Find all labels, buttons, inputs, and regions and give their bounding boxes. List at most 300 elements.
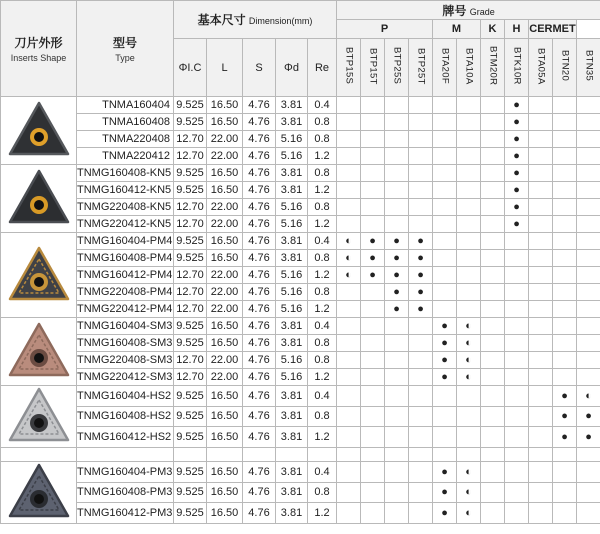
grade-mark-btn35 — [577, 335, 600, 352]
grade-mark-bta20f — [433, 131, 457, 148]
dim-l: 16.50 — [207, 335, 243, 352]
spacer-cell — [308, 448, 337, 462]
grade-mark-bta05a — [529, 97, 553, 114]
grade-mark-btk10r — [505, 233, 529, 250]
grade-mark-btp15s — [337, 503, 361, 524]
insert-type: TNMA220408 — [77, 131, 174, 148]
grade-mark-btp25s — [385, 482, 409, 503]
grade-mark-btp15s — [337, 148, 361, 165]
dim-d: 3.81 — [276, 165, 308, 182]
dim-ic: 9.525 — [174, 335, 207, 352]
grade-mark-bta05a — [529, 114, 553, 131]
grade-mark-btn35 — [577, 284, 600, 301]
grade-mark-bta10a — [457, 406, 481, 427]
grade-mark-btn20 — [553, 148, 577, 165]
grade-mark-bta05a — [529, 216, 553, 233]
grade-mark-btm20r — [481, 250, 505, 267]
dim-s: 4.76 — [243, 462, 276, 483]
grade-mark-btp25t — [409, 318, 433, 335]
grade-mark-btp25s — [385, 386, 409, 407]
grade-mark-btk10r — [505, 250, 529, 267]
dim-ic: 12.70 — [174, 216, 207, 233]
tnmg-sm3-insert-icon — [7, 321, 71, 379]
table-row — [1, 318, 600, 335]
grade-mark-btn35: ● — [577, 406, 600, 427]
dim-d: 5.16 — [276, 216, 308, 233]
dim-s: 4.76 — [243, 216, 276, 233]
grade-mark-btp25t — [409, 369, 433, 386]
grade-mark-btp15s — [337, 352, 361, 369]
dimension-header — [174, 1, 337, 39]
grade-mark-btp15t — [361, 114, 385, 131]
grade-mark-bta20f — [433, 148, 457, 165]
grade-mark-btp25s: ● — [385, 250, 409, 267]
grade-mark-btp25s — [385, 335, 409, 352]
grade-col-bta10a — [457, 39, 481, 97]
grade-mark-btp25s — [385, 182, 409, 199]
grade-mark-btp15s: ◐ — [337, 233, 361, 250]
grade-mark-btm20r — [481, 165, 505, 182]
grade-mark-btp15t — [361, 406, 385, 427]
grade-mark-btn35: ● — [577, 427, 600, 448]
table-row — [1, 427, 600, 448]
grade-mark-btp25t — [409, 482, 433, 503]
grade-mark-btn20: ● — [553, 386, 577, 407]
dim-re: 1.2 — [308, 503, 337, 524]
dim-s: 4.76 — [243, 369, 276, 386]
grade-mark-bta10a — [457, 233, 481, 250]
insert-type: TNMG220412-PM4 — [77, 301, 174, 318]
grade-mark-btn35: ◐ — [577, 386, 600, 407]
dim-l: 22.00 — [207, 131, 243, 148]
grade-mark-btk10r — [505, 427, 529, 448]
dim-l: 16.50 — [207, 482, 243, 503]
table-row — [1, 182, 600, 199]
insert-type: TNMG220408-KN5 — [77, 199, 174, 216]
grade-group-cermet: CERMET — [529, 20, 577, 39]
grade-mark-btp15t — [361, 199, 385, 216]
grade-mark-btp15s — [337, 335, 361, 352]
dim-s: 4.76 — [243, 427, 276, 448]
grade-mark-btk10r — [505, 301, 529, 318]
grade-mark-btp15s: ◐ — [337, 250, 361, 267]
grade-col-bta20f — [433, 39, 457, 97]
dim-s: 4.76 — [243, 301, 276, 318]
dim-l: 16.50 — [207, 114, 243, 131]
insert-shape-cell — [1, 233, 77, 318]
dim-d: 3.81 — [276, 233, 308, 250]
grade-mark-btn35 — [577, 301, 600, 318]
dim-ic: 9.525 — [174, 427, 207, 448]
grade-col-btn35 — [577, 39, 600, 97]
grade-mark-bta05a — [529, 233, 553, 250]
table-row — [1, 284, 600, 301]
dim-d: 3.81 — [276, 462, 308, 483]
dimension-col-d: Φd — [276, 39, 308, 97]
grade-mark-btp25s — [385, 406, 409, 427]
dim-ic: 9.525 — [174, 462, 207, 483]
dim-d: 5.16 — [276, 131, 308, 148]
grade-mark-bta10a — [457, 131, 481, 148]
dim-l: 16.50 — [207, 165, 243, 182]
grade-mark-bta20f — [433, 199, 457, 216]
dimension-col-ic: ΦI.C — [174, 39, 207, 97]
grade-mark-btn20: ● — [553, 406, 577, 427]
table-row — [1, 482, 600, 503]
grade-mark-bta10a: ◐ — [457, 462, 481, 483]
grade-mark-btn20 — [553, 250, 577, 267]
dim-re: 0.8 — [308, 335, 337, 352]
grade-label: BTK10R — [511, 47, 523, 85]
grade-mark-bta05a — [529, 131, 553, 148]
grade-label: BTA05A — [535, 47, 547, 85]
dim-re: 0.8 — [308, 482, 337, 503]
spacer-cell — [337, 448, 361, 462]
grade-mark-btp25t — [409, 97, 433, 114]
insert-type: TNMG160408-SM3 — [77, 335, 174, 352]
spacer-cell — [174, 448, 207, 462]
grade-mark-btp15t — [361, 503, 385, 524]
table-row — [1, 233, 600, 250]
dim-ic: 9.525 — [174, 233, 207, 250]
grade-mark-bta20f — [433, 267, 457, 284]
grade-col-btm20r — [481, 39, 505, 97]
table-body — [1, 97, 600, 524]
dim-l: 16.50 — [207, 406, 243, 427]
dim-l: 16.50 — [207, 250, 243, 267]
insert-type: TNMG160412-KN5 — [77, 182, 174, 199]
dim-l: 16.50 — [207, 318, 243, 335]
dim-l: 16.50 — [207, 182, 243, 199]
grade-mark-btm20r — [481, 462, 505, 483]
grade-mark-btn35 — [577, 114, 600, 131]
grade-mark-bta10a — [457, 284, 481, 301]
tnmg-hs2-insert-icon — [7, 386, 71, 444]
grade-mark-btp15s — [337, 427, 361, 448]
grade-mark-btn20 — [553, 462, 577, 483]
spacer-shape-cell — [1, 448, 77, 462]
grade-mark-bta05a — [529, 352, 553, 369]
grade-mark-bta20f — [433, 165, 457, 182]
grade-label: BTN20 — [559, 50, 571, 82]
dim-d: 3.81 — [276, 406, 308, 427]
grade-mark-bta20f — [433, 233, 457, 250]
grade-mark-bta20f — [433, 301, 457, 318]
grade-mark-btp15t: ● — [361, 250, 385, 267]
grade-mark-btp25t — [409, 427, 433, 448]
grade-mark-btp25s: ● — [385, 233, 409, 250]
grade-mark-btk10r — [505, 406, 529, 427]
grade-mark-bta10a: ◐ — [457, 318, 481, 335]
grade-mark-btm20r — [481, 369, 505, 386]
grade-mark-btn35 — [577, 482, 600, 503]
table-row — [1, 369, 600, 386]
grade-mark-bta10a: ◐ — [457, 335, 481, 352]
grade-mark-btm20r — [481, 503, 505, 524]
grade-mark-btp15t — [361, 462, 385, 483]
dim-l: 22.00 — [207, 369, 243, 386]
grade-mark-btk10r — [505, 352, 529, 369]
dim-ic: 12.70 — [174, 267, 207, 284]
grade-mark-btm20r — [481, 386, 505, 407]
grade-mark-btp25s — [385, 216, 409, 233]
grade-mark-btk10r: ● — [505, 97, 529, 114]
grade-mark-bta10a: ◐ — [457, 482, 481, 503]
insert-type: TNMG160412-HS2 — [77, 427, 174, 448]
grade-mark-btm20r — [481, 318, 505, 335]
grade-mark-bta05a — [529, 503, 553, 524]
table-row — [1, 216, 600, 233]
grade-mark-bta05a — [529, 462, 553, 483]
grade-mark-btn35 — [577, 97, 600, 114]
dim-re: 0.8 — [308, 284, 337, 301]
grade-mark-btp25s — [385, 165, 409, 182]
table-row — [1, 199, 600, 216]
type-header-zh: 型号 — [112, 36, 137, 50]
grade-label: BTP25T — [415, 47, 427, 85]
grade-mark-btp15s — [337, 216, 361, 233]
spacer-cell — [529, 448, 553, 462]
dim-d: 5.16 — [276, 199, 308, 216]
grade-mark-btn35 — [577, 131, 600, 148]
grade-mark-btn20 — [553, 335, 577, 352]
grade-group-k: K — [481, 20, 505, 39]
grade-mark-btp15t: ● — [361, 233, 385, 250]
grade-mark-bta10a — [457, 148, 481, 165]
grade-mark-btp25t — [409, 165, 433, 182]
tnmg-kn5-insert-icon — [7, 168, 71, 226]
grade-mark-btn35 — [577, 250, 600, 267]
grade-mark-btp15s — [337, 97, 361, 114]
grade-mark-bta05a — [529, 369, 553, 386]
grade-mark-bta10a — [457, 199, 481, 216]
insert-type: TNMG220412-KN5 — [77, 216, 174, 233]
grade-mark-btm20r — [481, 97, 505, 114]
grade-mark-btp25t — [409, 216, 433, 233]
grade-mark-btp25s — [385, 199, 409, 216]
grade-col-btn20 — [553, 39, 577, 97]
grade-mark-btk10r — [505, 369, 529, 386]
grade-mark-btp25t — [409, 114, 433, 131]
dim-ic: 12.70 — [174, 284, 207, 301]
grade-mark-bta05a — [529, 335, 553, 352]
grade-mark-btk10r — [505, 267, 529, 284]
grade-mark-btn20 — [553, 369, 577, 386]
dim-s: 4.76 — [243, 165, 276, 182]
table-row — [1, 386, 600, 407]
grade-mark-btp15s — [337, 482, 361, 503]
grade-mark-btp15s — [337, 369, 361, 386]
dim-re: 1.2 — [308, 301, 337, 318]
grade-mark-btn20 — [553, 216, 577, 233]
dim-d: 3.81 — [276, 335, 308, 352]
spacer-cell — [481, 448, 505, 462]
grade-mark-btp25s — [385, 427, 409, 448]
grade-mark-btm20r — [481, 131, 505, 148]
dim-d: 3.81 — [276, 97, 308, 114]
dim-ic: 9.525 — [174, 250, 207, 267]
dim-s: 4.76 — [243, 97, 276, 114]
insert-type: TNMG220408-PM4 — [77, 284, 174, 301]
table-row — [1, 267, 600, 284]
insert-shape-cell — [1, 318, 77, 386]
dim-s: 4.76 — [243, 406, 276, 427]
grade-mark-btp15t — [361, 482, 385, 503]
grade-mark-bta05a — [529, 406, 553, 427]
grade-mark-bta20f — [433, 216, 457, 233]
grade-mark-btn35 — [577, 369, 600, 386]
insert-type: TNMG160408-HS2 — [77, 406, 174, 427]
grade-mark-btn20 — [553, 233, 577, 250]
grade-mark-btm20r — [481, 482, 505, 503]
dim-s: 4.76 — [243, 335, 276, 352]
grade-mark-bta05a — [529, 148, 553, 165]
grade-mark-btp25t — [409, 199, 433, 216]
grade-mark-bta10a — [457, 97, 481, 114]
grade-mark-btn35 — [577, 165, 600, 182]
grade-mark-btk10r — [505, 482, 529, 503]
dim-re: 0.8 — [308, 165, 337, 182]
grade-mark-btp25t — [409, 406, 433, 427]
grade-mark-btn20 — [553, 503, 577, 524]
grade-mark-btp15t — [361, 148, 385, 165]
grade-header — [337, 1, 600, 20]
grade-mark-btp15t — [361, 335, 385, 352]
spacer-cell — [553, 448, 577, 462]
grade-mark-bta20f: ● — [433, 335, 457, 352]
grade-mark-btp15t — [361, 352, 385, 369]
grade-mark-btk10r — [505, 318, 529, 335]
dim-s: 4.76 — [243, 250, 276, 267]
dim-l: 16.50 — [207, 427, 243, 448]
table-row — [1, 97, 600, 114]
dim-ic: 12.70 — [174, 301, 207, 318]
grade-mark-btk10r: ● — [505, 199, 529, 216]
dim-re: 0.4 — [308, 318, 337, 335]
grade-mark-btn20 — [553, 318, 577, 335]
dim-s: 4.76 — [243, 503, 276, 524]
dim-l: 22.00 — [207, 216, 243, 233]
grade-mark-bta10a: ◐ — [457, 352, 481, 369]
insert-type: TNMA160404 — [77, 97, 174, 114]
grade-mark-bta10a — [457, 216, 481, 233]
grade-mark-btp25s: ● — [385, 284, 409, 301]
table-row — [1, 165, 600, 182]
grade-mark-btn35 — [577, 462, 600, 483]
grade-mark-btk10r — [505, 503, 529, 524]
dim-l: 22.00 — [207, 301, 243, 318]
dim-d: 3.81 — [276, 427, 308, 448]
insert-shape-cell — [1, 386, 77, 448]
dim-re: 0.4 — [308, 97, 337, 114]
dim-d: 5.16 — [276, 267, 308, 284]
grade-mark-btk10r: ● — [505, 148, 529, 165]
grade-mark-bta20f — [433, 182, 457, 199]
grade-label: BTP15S — [343, 47, 355, 85]
grade-mark-btp25t — [409, 352, 433, 369]
grade-mark-btn35 — [577, 503, 600, 524]
spacer-row — [1, 448, 600, 462]
grade-mark-btm20r — [481, 233, 505, 250]
grade-mark-btp15s — [337, 199, 361, 216]
grade-mark-bta20f: ● — [433, 352, 457, 369]
spacer-cell — [385, 448, 409, 462]
grade-mark-btp15t: ● — [361, 267, 385, 284]
dim-d: 3.81 — [276, 503, 308, 524]
grade-mark-btp15t — [361, 301, 385, 318]
grade-mark-bta05a — [529, 318, 553, 335]
grade-mark-btm20r — [481, 182, 505, 199]
grade-mark-btm20r — [481, 352, 505, 369]
dim-ic: 9.525 — [174, 182, 207, 199]
grade-mark-btp15s — [337, 386, 361, 407]
grade-mark-btn20 — [553, 114, 577, 131]
grade-mark-bta10a — [457, 386, 481, 407]
grade-mark-btk10r: ● — [505, 216, 529, 233]
grade-mark-bta10a — [457, 301, 481, 318]
grade-mark-btp15t — [361, 284, 385, 301]
grade-label: BTP15T — [367, 47, 379, 85]
table-row — [1, 250, 600, 267]
grade-mark-btp25s: ● — [385, 301, 409, 318]
dimension-col-re: Re — [308, 39, 337, 97]
dim-re: 0.8 — [308, 352, 337, 369]
grade-mark-bta10a: ◐ — [457, 503, 481, 524]
grade-mark-btp15s — [337, 318, 361, 335]
grade-mark-bta05a — [529, 427, 553, 448]
grade-mark-bta05a — [529, 386, 553, 407]
grade-label: BTP25S — [391, 47, 403, 85]
grade-mark-btp15t — [361, 165, 385, 182]
grade-mark-bta10a — [457, 182, 481, 199]
grade-mark-btn20: ● — [553, 427, 577, 448]
insert-type: TNMG160412-PM4 — [77, 267, 174, 284]
dim-d: 3.81 — [276, 114, 308, 131]
grade-mark-btp15t — [361, 427, 385, 448]
shape-header-zh: 刀片外形 — [14, 36, 63, 50]
table-row — [1, 462, 600, 483]
grade-mark-btn35 — [577, 318, 600, 335]
grade-mark-bta10a — [457, 427, 481, 448]
table-row — [1, 503, 600, 524]
grade-mark-btn35 — [577, 182, 600, 199]
dim-re: 0.8 — [308, 114, 337, 131]
grade-mark-btp15s — [337, 182, 361, 199]
grade-mark-btn20 — [553, 199, 577, 216]
grade-mark-bta20f — [433, 406, 457, 427]
insert-shape-cell — [1, 462, 77, 524]
grade-mark-bta20f — [433, 386, 457, 407]
grade-label: BTA10A — [463, 47, 475, 85]
spacer-cell — [505, 448, 529, 462]
insert-type: TNMG160404-PM4 — [77, 233, 174, 250]
spacer-cell — [433, 448, 457, 462]
dim-l: 22.00 — [207, 148, 243, 165]
grade-mark-bta20f: ● — [433, 369, 457, 386]
grade-mark-bta05a — [529, 301, 553, 318]
grade-mark-btp25t — [409, 462, 433, 483]
tnmg-pm4-insert-icon — [7, 245, 71, 303]
insert-type: TNMG160412-PM3 — [77, 503, 174, 524]
spacer-cell — [77, 448, 174, 462]
dim-l: 22.00 — [207, 284, 243, 301]
grade-mark-btp15s — [337, 301, 361, 318]
grade-mark-btm20r — [481, 216, 505, 233]
dim-d: 5.16 — [276, 369, 308, 386]
grade-col-btk10r — [505, 39, 529, 97]
dim-d: 5.16 — [276, 301, 308, 318]
dim-ic: 9.525 — [174, 482, 207, 503]
